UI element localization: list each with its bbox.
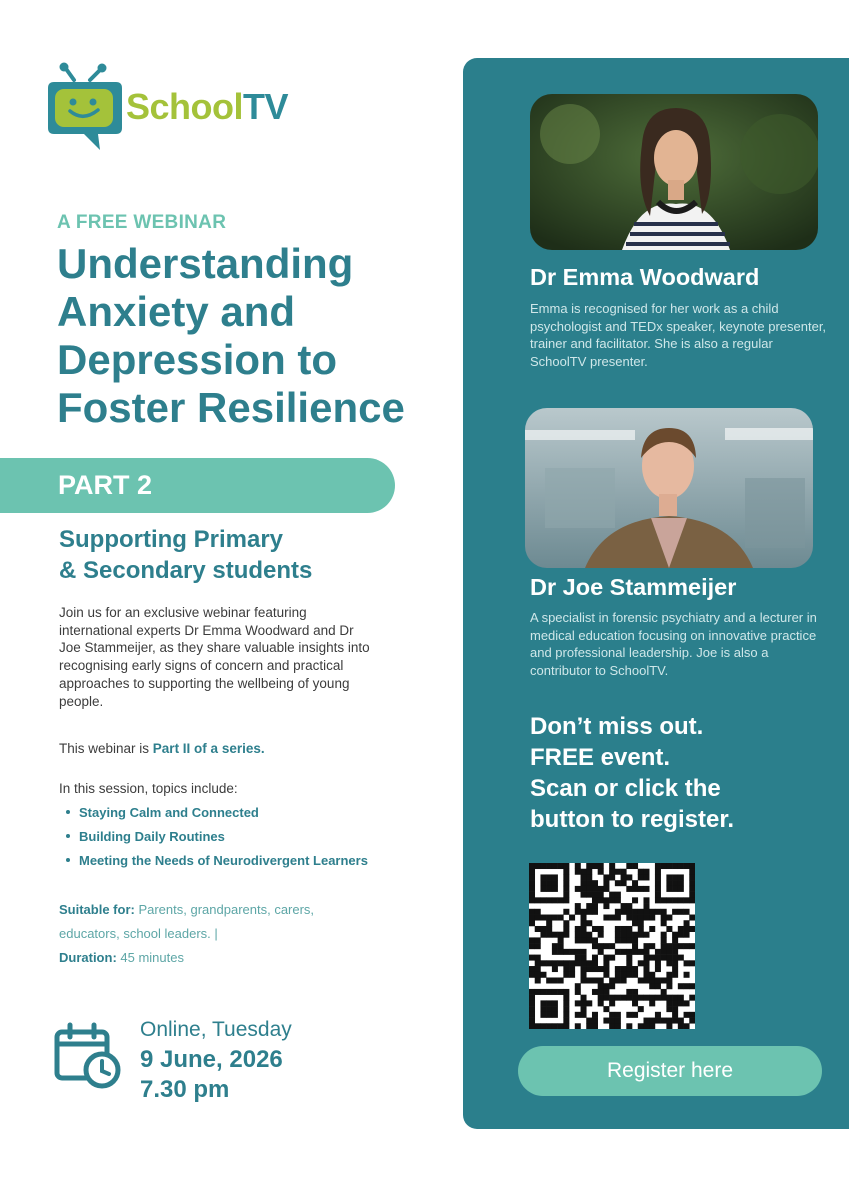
part-label: PART 2: [58, 470, 153, 500]
page-title: [57, 240, 447, 432]
speaker-photo-joe: [525, 408, 813, 568]
cta-line: button to register.: [530, 806, 734, 833]
title-line: Anxiety and: [57, 288, 296, 335]
duration: [59, 950, 184, 965]
topics-intro: In this session, topics include:: [59, 781, 238, 796]
duration-label: Duration:: [59, 950, 117, 965]
bullet-icon: [66, 810, 70, 814]
event-date: 9 June, 2026: [140, 1046, 283, 1073]
cta-line: Scan or click the: [530, 775, 721, 802]
suitable-label: Suitable for:: [59, 902, 135, 917]
list-item: Building Daily Routines: [66, 828, 368, 852]
bullet-icon: [66, 858, 70, 862]
topics-list: [66, 804, 368, 876]
suitable-value: Parents, grandparents, carers,: [134, 902, 315, 917]
tv-mascot-icon: [46, 62, 126, 154]
suitable-for: [59, 902, 314, 917]
cta-line: Don’t miss out.: [530, 713, 704, 740]
series-note: [59, 741, 265, 756]
register-button[interactable]: Register here: [518, 1046, 822, 1096]
subtitle-line: Supporting Primary: [59, 526, 284, 553]
qr-code-icon: [529, 863, 695, 1029]
speaker-photo-emma: [530, 94, 818, 250]
speaker-bio: Emma is recognised for her work as a child psychologist and TEDx speaker, keynote presenter, trainer and facilitator. She is also a regular SchoolTV presenter.: [530, 301, 827, 369]
webinar-eyebrow: A FREE WEBINAR: [57, 212, 227, 233]
cta-line: FREE event.: [530, 744, 671, 771]
speaker-name: Dr Joe Stammeijer: [530, 574, 737, 600]
registration-qr-code[interactable]: [529, 863, 695, 1029]
title-line: Understanding: [57, 240, 354, 287]
list-item: Staying Calm and Connected: [66, 804, 368, 828]
bullet-icon: [66, 834, 70, 838]
subtitle-line: & Secondary students: [59, 557, 313, 584]
duration-value: 45 minutes: [116, 950, 184, 965]
series-prefix: This webinar is: [59, 741, 153, 756]
calendar-clock-icon: [54, 1022, 122, 1090]
call-to-action: [530, 711, 734, 835]
event-time: 7.30 pm: [140, 1076, 230, 1103]
speaker-bio: A specialist in forensic psychiatry and a lecturer in medical education focusing on innovative practice and professional leadership. Joe is also a contributor to SchoolTV.: [530, 610, 817, 678]
event-day: Online, Tuesday: [140, 1018, 292, 1041]
suitable-for-continued: educators, school leaders. |: [59, 926, 218, 941]
list-item: Meeting the Needs of Neurodivergent Learners: [66, 852, 368, 876]
series-highlight: Part II of a series.: [152, 741, 265, 756]
intro-paragraph: Join us for an exclusive webinar featuring international experts Dr Emma Woodward and Dr Joe Stammeijer, as they share valuable insights into recognising early signs of concern and practical approaches to supporting the wellbeing of young people.: [59, 605, 370, 709]
title-line: Depression to: [57, 336, 338, 383]
logo-wordmark: SchoolTV: [126, 86, 289, 127]
subtitle: [59, 524, 419, 586]
title-line: Foster Resilience: [57, 384, 405, 431]
speaker-name: Dr Emma Woodward: [530, 264, 760, 290]
